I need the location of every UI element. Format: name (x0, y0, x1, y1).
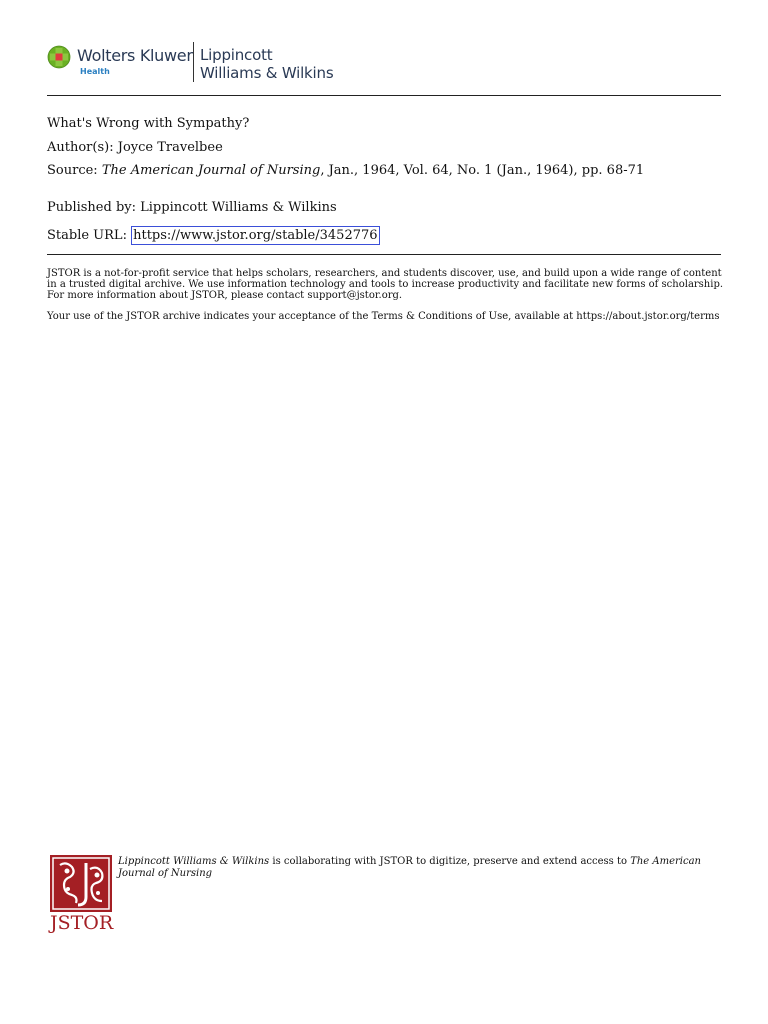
jstor-wordmark: JSTOR (50, 912, 114, 934)
top-divider (47, 95, 721, 96)
published-line (47, 199, 721, 216)
stable-url-link[interactable]: https://www.jstor.org/stable/3452776 (133, 228, 378, 243)
stable-url-label: Stable URL: (47, 228, 127, 243)
jstor-emblem-icon (50, 855, 112, 912)
imprint-line1: Lippincott (200, 46, 273, 64)
brand-name: Wolters Kluwer (77, 46, 193, 65)
author-label: Author(s): (47, 140, 114, 155)
publisher-logo (47, 42, 367, 84)
imprint-line2: Williams & Wilkins (200, 64, 334, 82)
jstor-notice: JSTOR is a not-for-profit service that helps scholars, researchers, and students discover, use, and build upon a wide range of content in a trusted digital archive. We use information technology and tools to increase productivity and facilitate new forms of scholarship. For more information about JSTOR, please contact support@jstor.org. (47, 268, 724, 301)
journal-name: The American Journal of Nursing (101, 163, 321, 178)
collaboration-statement (118, 856, 718, 880)
article-title: What's Wrong with Sympathy? (47, 116, 250, 131)
source-details: , Jan., 1964, Vol. 64, No. 1 (Jan., 1964), pp. 68-71 (320, 163, 645, 178)
author-name: Joyce Travelbee (117, 140, 223, 155)
wolters-kluwer-logo-icon (47, 45, 71, 69)
jstor-logo (50, 855, 114, 935)
collab-publisher: Lippincott Williams & Wilkins (118, 856, 270, 867)
collab-journal: The American Journal of Nursing (118, 856, 701, 879)
stable-url-line (47, 226, 721, 245)
logo-divider (193, 42, 194, 82)
source-line (47, 162, 721, 179)
terms-notice: Your use of the JSTOR archive indicates your acceptance of the Terms & Conditions of Use, available at https://about.jstor.org/terms (47, 311, 720, 322)
brand-division: Health (80, 67, 110, 76)
collab-text: is collaborating with JSTOR to digitize, preserve and extend access to (269, 856, 631, 867)
source-label: Source: (47, 163, 98, 178)
publisher-name: Lippincott Williams & Wilkins (140, 200, 337, 215)
published-label: Published by: (47, 200, 136, 215)
author-line (47, 139, 721, 156)
middle-divider (47, 254, 721, 255)
